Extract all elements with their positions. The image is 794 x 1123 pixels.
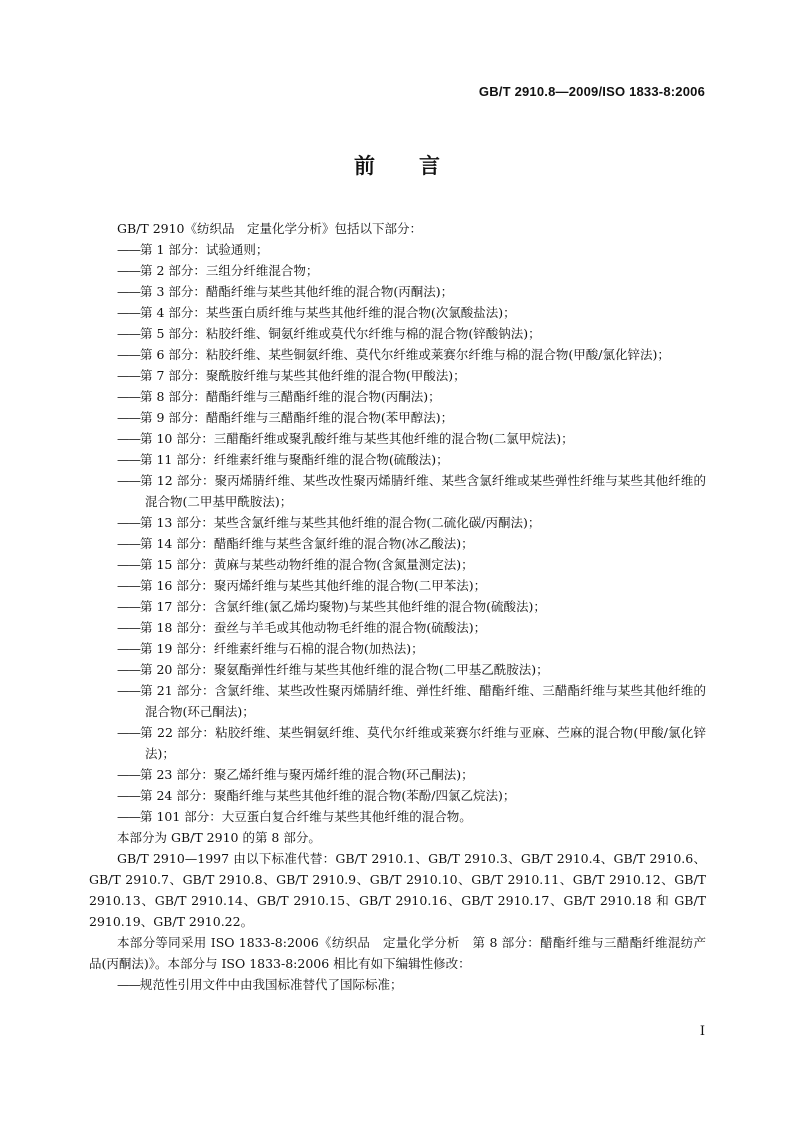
list-item: —— 第 101 部分：大豆蛋白复合纤维与某些其他纤维的混合物。 xyxy=(89,806,706,827)
list-item: —— 第 1 部分：试验通则； xyxy=(89,239,706,260)
edit-changes-list xyxy=(89,974,706,995)
list-item: —— 第 11 部分：纤维素纤维与聚酯纤维的混合物(硫酸法)； xyxy=(89,449,706,470)
list-item: —— 第 16 部分：聚丙烯纤维与某些其他纤维的混合物(二甲苯法)； xyxy=(89,575,706,596)
list-item: —— 第 14 部分：醋酯纤维与某些含氯纤维的混合物(冰乙酸法)； xyxy=(89,533,706,554)
list-item: —— 第 12 部分：聚丙烯腈纤维、某些改性聚丙烯腈纤维、某些含氯纤维或某些弹性纤维与某些其他纤维的混合物(二甲基甲酰胺法)； xyxy=(89,470,706,512)
list-item: —— 第 6 部分：粘胶纤维、某些铜氨纤维、莫代尔纤维或莱赛尔纤维与棉的混合物(甲酸/氯化锌法)； xyxy=(89,344,706,365)
list-item: —— 第 2 部分：三组分纤维混合物； xyxy=(89,260,706,281)
list-item: —— 第 22 部分：粘胶纤维、某些铜氨纤维、莫代尔纤维或莱赛尔纤维与亚麻、苎麻的混合物(甲酸/氯化锌法)； xyxy=(89,722,706,764)
list-item: —— 第 20 部分：聚氨酯弹性纤维与某些其他纤维的混合物(二甲基乙酰胺法)； xyxy=(89,659,706,680)
list-item: —— 规范性引用文件中由我国标准替代了国际标准； xyxy=(89,974,706,995)
standard-code: GB/T 2910.8—2009/ISO 1833-8:2006 xyxy=(478,84,705,99)
list-item: —— 第 8 部分：醋酯纤维与三醋酯纤维的混合物(丙酮法)； xyxy=(89,386,706,407)
part-of-paragraph: 本部分为 GB/T 2910 的第 8 部分。 xyxy=(117,830,321,845)
list-item: —— 第 5 部分：粘胶纤维、铜氨纤维或莫代尔纤维与棉的混合物(锌酸钠法)； xyxy=(89,323,706,344)
list-item: —— 第 4 部分：某些蛋白质纤维与某些其他纤维的混合物(次氯酸盐法)； xyxy=(89,302,706,323)
parts-list xyxy=(89,239,706,827)
list-item: —— 第 24 部分：聚酯纤维与某些其他纤维的混合物(苯酚/四氯乙烷法)； xyxy=(89,785,706,806)
intro-paragraph: GB/T 2910《纺织品 定量化学分析》包括以下部分： xyxy=(117,221,423,236)
page-title: 前言 xyxy=(354,154,484,178)
list-item: —— 第 21 部分：含氯纤维、某些改性聚丙烯腈纤维、弹性纤维、醋酯纤维、三醋酯纤维与某些其他纤维的混合物(环己酮法)； xyxy=(89,680,706,722)
list-item: —— 第 7 部分：聚酰胺纤维与某些其他纤维的混合物(甲酸法)； xyxy=(89,365,706,386)
list-item: —— 第 10 部分：三醋酯纤维或聚乳酸纤维与某些其他纤维的混合物(二氯甲烷法)； xyxy=(89,428,706,449)
page-number: I xyxy=(699,1024,705,1039)
list-item: —— 第 18 部分：蚕丝与羊毛或其他动物毛纤维的混合物(硫酸法)； xyxy=(89,617,706,638)
list-item: —— 第 19 部分：纤维素纤维与石棉的混合物(加热法)； xyxy=(89,638,706,659)
list-item: —— 第 23 部分：聚乙烯纤维与聚丙烯纤维的混合物(环己酮法)； xyxy=(89,764,706,785)
foreword-body xyxy=(89,218,706,995)
equivalent-paragraph: 本部分等同采用 ISO 1833-8:2006《纺织品 定量化学分析 第 8 部分：醋酯纤维与三醋酯纤维混纺产品(丙酮法)》。本部分与 ISO 1833-8:2006 相比有如下编辑性修改： xyxy=(89,935,706,971)
list-item: —— 第 3 部分：醋酯纤维与某些其他纤维的混合物(丙酮法)； xyxy=(89,281,706,302)
list-item: —— 第 13 部分：某些含氯纤维与某些其他纤维的混合物(二硫化碳/丙酮法)； xyxy=(89,512,706,533)
list-item: —— 第 15 部分：黄麻与某些动物纤维的混合物(含氮量测定法)； xyxy=(89,554,706,575)
list-item: —— 第 17 部分：含氯纤维(氯乙烯均聚物)与某些其他纤维的混合物(硫酸法)； xyxy=(89,596,706,617)
list-item: —— 第 9 部分：醋酯纤维与三醋酯纤维的混合物(苯甲醇法)； xyxy=(89,407,706,428)
replaces-paragraph: GB/T 2910—1997 由以下标准代替：GB/T 2910.1、GB/T 2910.3、GB/T 2910.4、GB/T 2910.6、GB/T 2910.7、GB/T 2910.8、GB/T 2910.9、GB/T 2910.10、GB/T 2910.11、GB/T 2910.12、GB/T 2910.13、GB/T 2910.14、GB/T 2910.15、GB/T 2910.16、GB/T 2910.17、GB/T 2910.18 和 GB/T 2910.19、GB/T 2910.22。 xyxy=(89,851,706,929)
